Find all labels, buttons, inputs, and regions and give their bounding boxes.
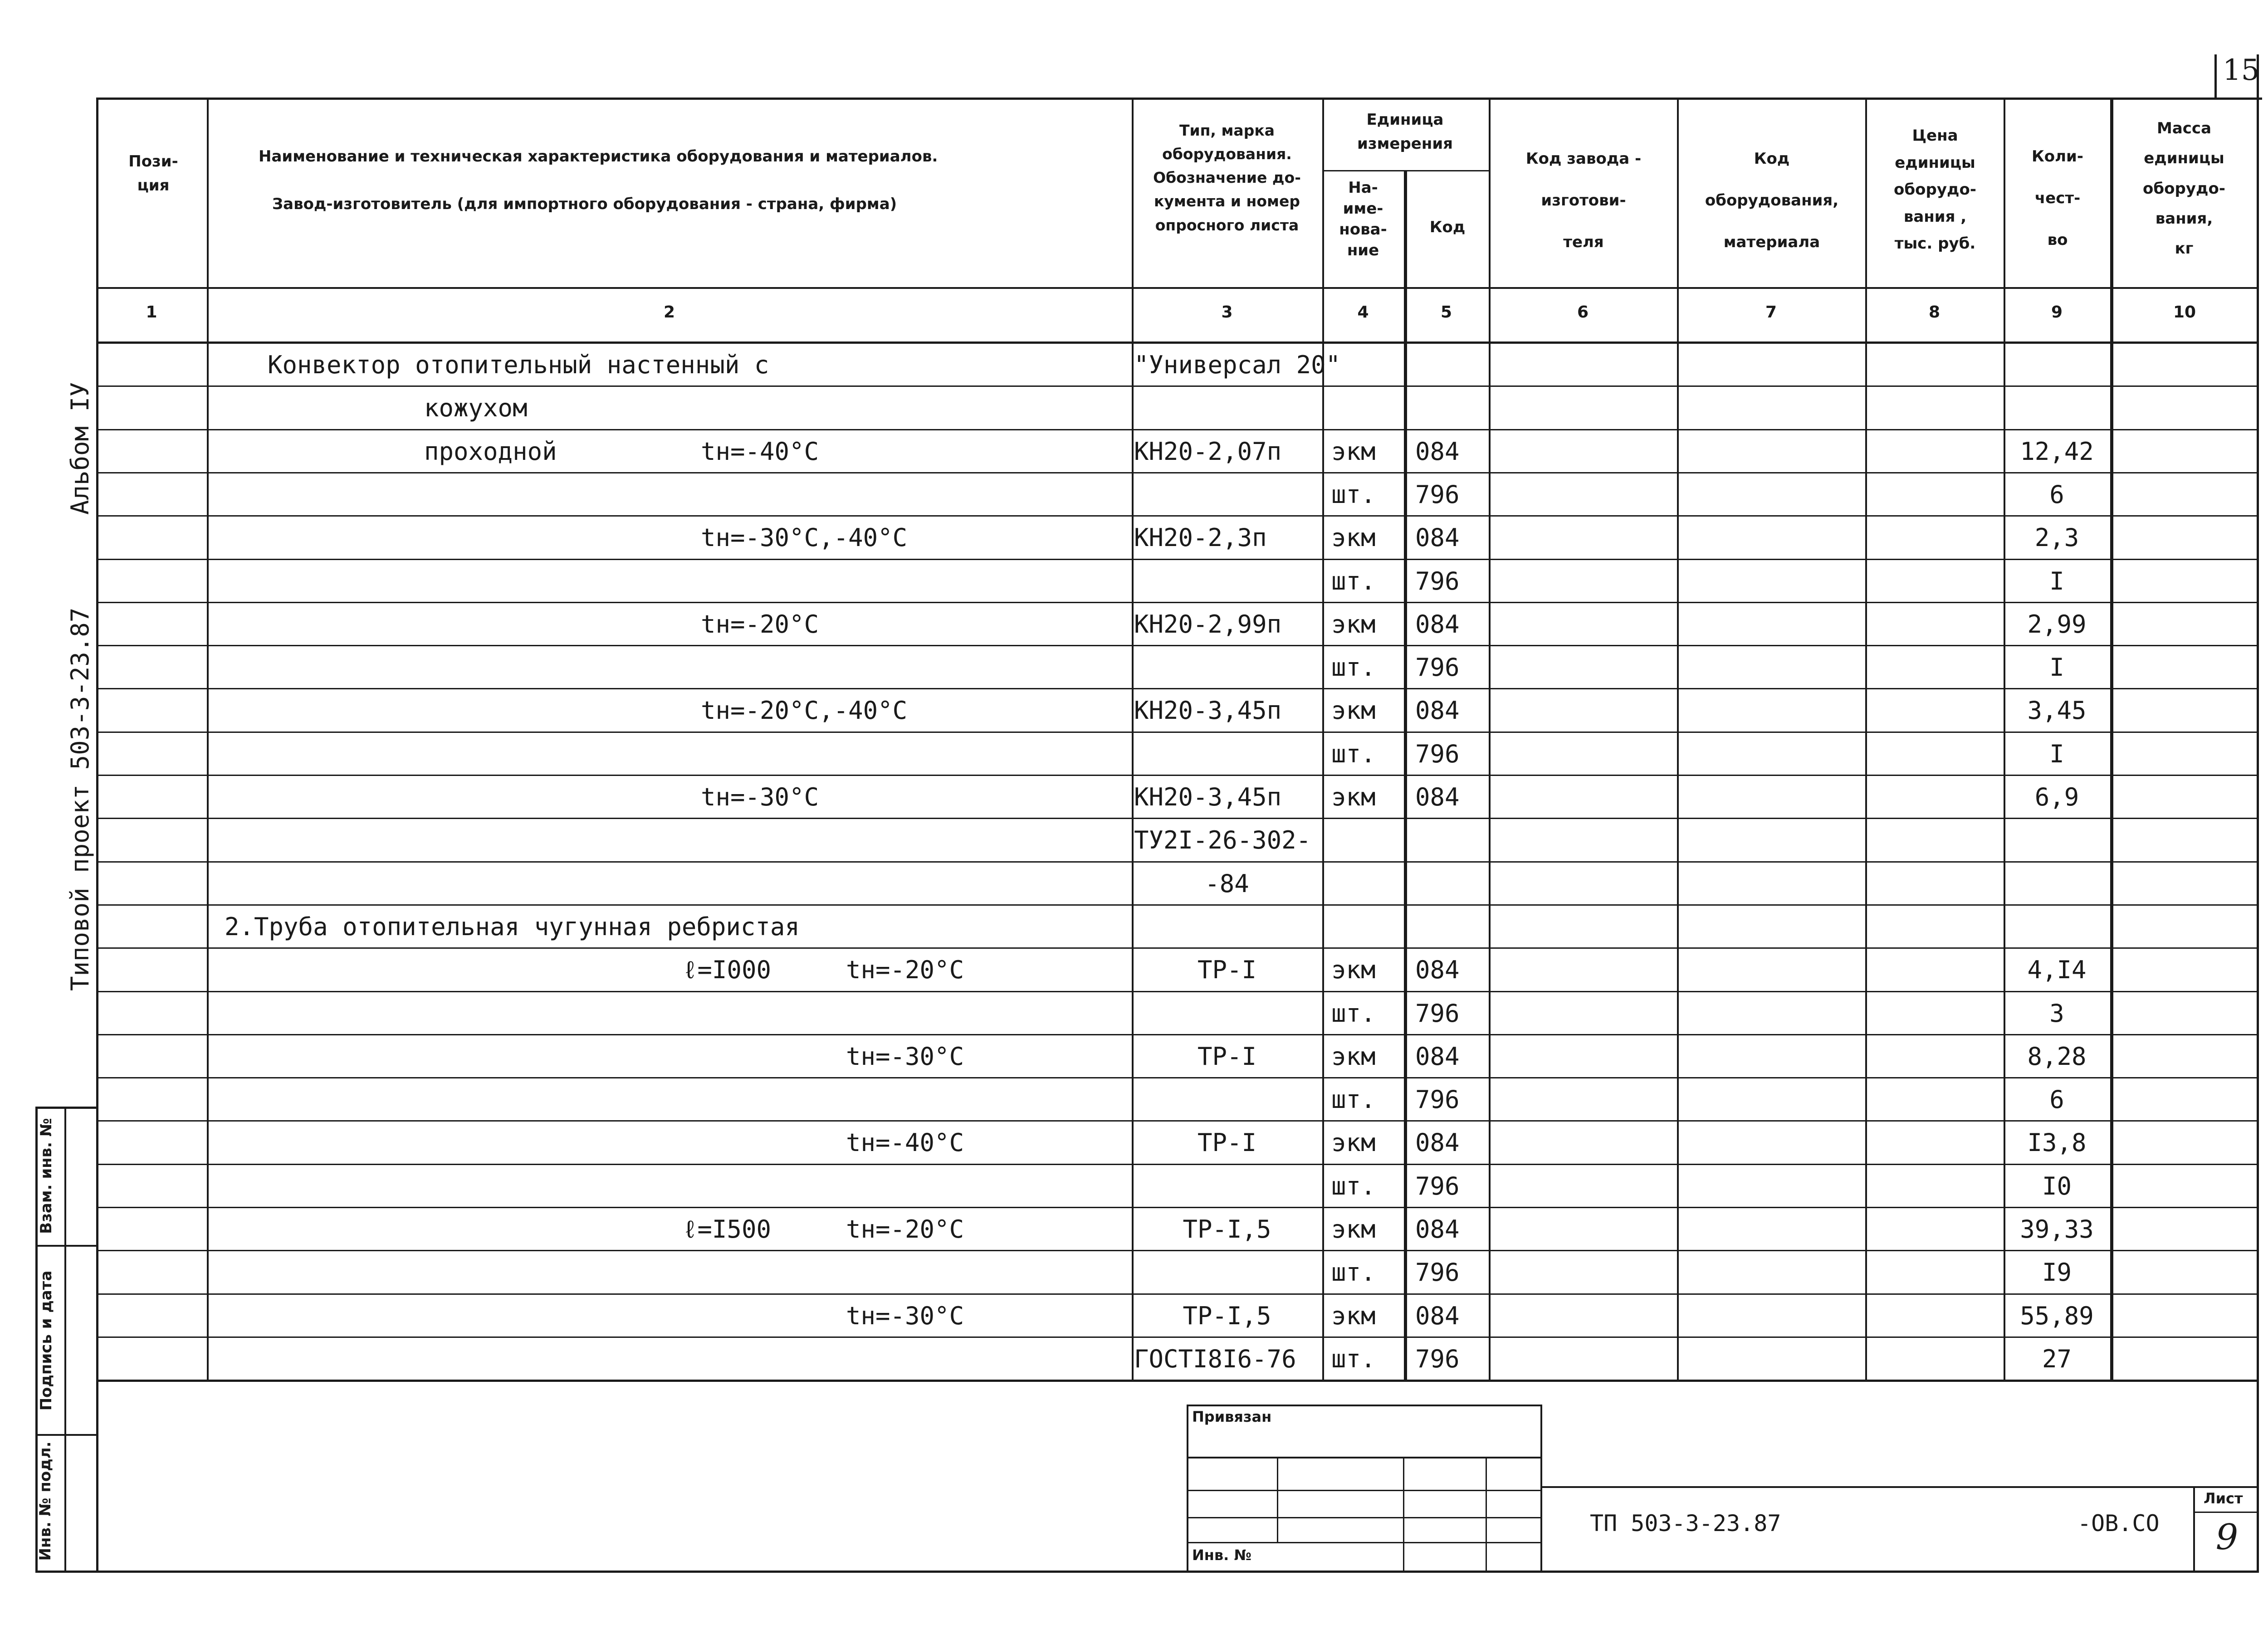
stamp-row4 [1187, 1542, 1542, 1543]
header-unit-name: На- име- нова- ние [1339, 179, 1387, 259]
quantity: 6 [2049, 480, 2064, 509]
stamp-col3 [1486, 1457, 1487, 1572]
unit-code: 084 [1415, 1215, 1460, 1244]
quantity: I0 [2042, 1172, 2072, 1200]
header-quantity: Коли- чест- во [2032, 147, 2083, 249]
unit-name: экм [1331, 437, 1376, 466]
equipment-type: КН20-2,07п [1134, 437, 1282, 466]
list-box-split [2193, 1512, 2259, 1513]
unit-code: 084 [1415, 1128, 1460, 1157]
quantity: 6,9 [2034, 783, 2079, 811]
project-label: Типовой проект 503-3-23.87 [66, 607, 94, 991]
quantity: 12,42 [2020, 437, 2094, 466]
frame-bottom [35, 1571, 2259, 1573]
frame-right [2257, 54, 2259, 1573]
equipment-type: -84 [1205, 869, 1249, 898]
side-stamp-inner [64, 1107, 66, 1573]
column-divider [207, 98, 209, 1380]
quantity: 27 [2042, 1345, 2072, 1373]
stamp-main-top [1540, 1486, 2259, 1488]
row-divider [96, 602, 2259, 603]
unit-split-line [1322, 170, 1489, 171]
stamp-box-right [1540, 1405, 1542, 1572]
vzam-inv-label: Взам. инв. № [37, 1118, 55, 1234]
quantity: 8,28 [2027, 1042, 2087, 1071]
column-number: 3 [1221, 303, 1233, 322]
row-divider [96, 1164, 2259, 1165]
stamp-col1 [1277, 1457, 1278, 1543]
unit-code: 796 [1415, 999, 1460, 1028]
design-temperature: tн=-30°C [846, 1042, 964, 1071]
row-divider [96, 904, 2259, 906]
unit-name: шт. [1331, 567, 1376, 595]
header-unit-code: Код [1429, 218, 1466, 236]
stamp-inv-no: Инв. № [1192, 1546, 1251, 1564]
unit-code: 796 [1415, 1345, 1460, 1373]
design-temperature: tн=-20°C [846, 956, 964, 984]
frame-top [96, 98, 2262, 100]
unit-name: шт. [1331, 1258, 1376, 1287]
unit-code: 796 [1415, 1172, 1460, 1200]
unit-code: 796 [1415, 480, 1460, 509]
header-name-line1: Наименование и техническая характеристика оборудования и материалов. [259, 147, 938, 166]
unit-code: 796 [1415, 1085, 1460, 1114]
quantity: 4,I4 [2027, 956, 2087, 984]
column-number: 8 [1928, 303, 1941, 322]
column-divider [1677, 98, 1679, 1380]
design-temperature: tн=-20°C,-40°C [701, 696, 908, 725]
column-number: 2 [663, 303, 675, 322]
colnum-bottom-line [96, 341, 2259, 344]
unit-code: 084 [1415, 610, 1460, 639]
row-divider [96, 559, 2259, 560]
quantity: 2,99 [2027, 610, 2087, 639]
list-label: Лист [2204, 1490, 2243, 1507]
row-divider [96, 861, 2259, 863]
quantity: 6 [2049, 1085, 2064, 1114]
row-divider [96, 429, 2259, 430]
podpis-label: Подпись и дата [37, 1270, 55, 1411]
unit-name: экм [1331, 610, 1376, 639]
row-divider [96, 732, 2259, 733]
item-name: проходной [424, 437, 557, 466]
unit-code: 084 [1415, 1042, 1460, 1071]
unit-name: шт. [1331, 1085, 1376, 1114]
quantity: I [2049, 740, 2064, 768]
column-number: 9 [2051, 303, 2063, 322]
row-divider [96, 515, 2259, 517]
header-name-line2: Завод-изготовитель (для импортного оборудования - страна, фирма) [272, 195, 897, 213]
header-bottom-line [96, 287, 2259, 289]
column-divider [1132, 98, 1134, 1380]
unit-name: шт. [1331, 1345, 1376, 1373]
pipe-length: ℓ=I000 [683, 956, 771, 984]
column-divider [1322, 98, 1324, 1380]
row-divider [96, 991, 2259, 992]
equipment-type: ТУ2I-26-302- [1134, 826, 1311, 854]
item-name: Конвектор отопительный настенный с [268, 351, 769, 379]
unit-code: 084 [1415, 783, 1460, 811]
row-divider [96, 1250, 2259, 1251]
row-divider [96, 775, 2259, 776]
unit-code: 796 [1415, 567, 1460, 595]
doc-code: ТП 503-3-23.87 [1590, 1510, 1781, 1536]
unit-code: 796 [1415, 653, 1460, 682]
unit-name: шт. [1331, 1172, 1376, 1200]
row-divider [96, 1034, 2259, 1035]
equipment-type: КН20-3,45п [1134, 696, 1282, 725]
doc-suffix: -ОВ.СО [2077, 1510, 2160, 1536]
equipment-type: КН20-2,99п [1134, 610, 1282, 639]
quantity: I [2049, 653, 2064, 682]
design-temperature: tн=-40°C [701, 437, 819, 466]
column-number: 5 [1440, 303, 1452, 322]
inv-podl-label: Инв. № подл. [36, 1441, 54, 1561]
quantity: I9 [2042, 1258, 2072, 1287]
column-number: 6 [1577, 303, 1589, 322]
quantity: I3,8 [2027, 1128, 2087, 1157]
unit-name: экм [1331, 696, 1376, 725]
row-divider [96, 688, 2259, 689]
unit-code: 084 [1415, 1302, 1460, 1330]
list-number: 9 [2215, 1517, 2239, 1558]
unit-code: 796 [1415, 740, 1460, 768]
album-label: Альбом IУ [66, 382, 94, 515]
unit-name: шт. [1331, 740, 1376, 768]
header-factory-code: Код завода - изготови- теля [1525, 150, 1642, 251]
design-temperature: tн=-20°C [701, 610, 819, 639]
unit-name: шт. [1331, 653, 1376, 682]
unit-code: 084 [1415, 956, 1460, 984]
unit-name: экм [1331, 1042, 1376, 1071]
unit-name: экм [1331, 1128, 1376, 1157]
header-type: Тип, марка оборудования. Обозначение до- кумента и номер опросного листа [1153, 122, 1301, 234]
unit-code: 084 [1415, 437, 1460, 466]
header-mass: Масса единицы оборудо- вания, кг [2143, 119, 2225, 258]
column-number: 10 [2173, 303, 2196, 322]
unit-name: экм [1331, 1215, 1376, 1244]
pipe-length: ℓ=I500 [683, 1215, 771, 1244]
unit-code: 084 [1415, 696, 1460, 725]
unit-name: шт. [1331, 999, 1376, 1028]
design-temperature: tн=-30°C [846, 1302, 964, 1330]
row-divider [96, 1207, 2259, 1208]
stamp-row3 [1187, 1517, 1542, 1518]
row-divider [96, 385, 2259, 387]
equipment-type: ТР-I [1197, 956, 1257, 984]
quantity: 2,3 [2034, 523, 2079, 552]
column-number: 4 [1357, 303, 1369, 322]
side-stamp-top [35, 1107, 98, 1109]
table-body-bottom [96, 1380, 2259, 1382]
row-divider [96, 947, 2259, 949]
header-unit-group: Единица измерения [1357, 111, 1453, 153]
row-divider [96, 645, 2259, 646]
row-divider [96, 818, 2259, 819]
unit-name: экм [1331, 783, 1376, 811]
unit-name: шт. [1331, 480, 1376, 509]
header-position: Пози- ция [128, 152, 178, 195]
row-divider [96, 1077, 2259, 1078]
unit-name: экм [1331, 956, 1376, 984]
item-name: 2.Труба отопительная чугунная ребристая [225, 912, 800, 941]
row-divider [96, 472, 2259, 473]
quantity: 55,89 [2020, 1302, 2094, 1330]
quantity: 39,33 [2020, 1215, 2094, 1244]
equipment-type: ГОСТI8I6-76 [1134, 1345, 1296, 1373]
item-name: кожухом [424, 394, 528, 422]
column-divider [2110, 98, 2113, 1380]
equipment-type: ТР-I,5 [1183, 1215, 1271, 1244]
equipment-type: ТР-I [1197, 1042, 1257, 1071]
header-equipment-code: Код оборудования, материала [1705, 150, 1839, 251]
stamp-col2 [1403, 1457, 1404, 1572]
design-temperature: tн=-30°C,-40°C [701, 523, 908, 552]
unit-code: 084 [1415, 523, 1460, 552]
equipment-type: КН20-2,3п [1134, 523, 1267, 552]
equipment-type: КН20-3,45п [1134, 783, 1282, 811]
column-number: 1 [146, 303, 157, 322]
equipment-type: "Универсал 20" [1134, 351, 1341, 379]
side-stamp-div1 [35, 1245, 98, 1247]
design-temperature: tн=-20°C [846, 1215, 964, 1244]
row-divider [96, 1336, 2259, 1338]
corner-tick [2214, 54, 2217, 100]
sheet-corner-number: 15 [2223, 54, 2260, 87]
stamp-box-top [1187, 1405, 1542, 1406]
unit-name: экм [1331, 1302, 1376, 1330]
row-divider [96, 1293, 2259, 1295]
header-price: Цена единицы оборудо- вания , тыс. руб. [1894, 127, 1976, 253]
equipment-type: ТР-I,5 [1183, 1302, 1271, 1330]
design-temperature: tн=-40°C [846, 1128, 964, 1157]
column-divider [1865, 98, 1867, 1380]
column-number: 7 [1765, 303, 1777, 322]
stamp-box-left [1187, 1405, 1188, 1572]
quantity: 3 [2049, 999, 2064, 1028]
column-divider [1489, 98, 1491, 1380]
row-divider [96, 1120, 2259, 1122]
equipment-type: ТР-I [1197, 1128, 1257, 1157]
stamp-privyazan: Привязан [1192, 1408, 1272, 1425]
design-temperature: tн=-30°C [701, 783, 819, 811]
unit-name: экм [1331, 523, 1376, 552]
stamp-row1 [1187, 1457, 1542, 1458]
quantity: 3,45 [2027, 696, 2087, 725]
stamp-row2 [1187, 1490, 1542, 1491]
unit-code: 796 [1415, 1258, 1460, 1287]
quantity: I [2049, 567, 2064, 595]
